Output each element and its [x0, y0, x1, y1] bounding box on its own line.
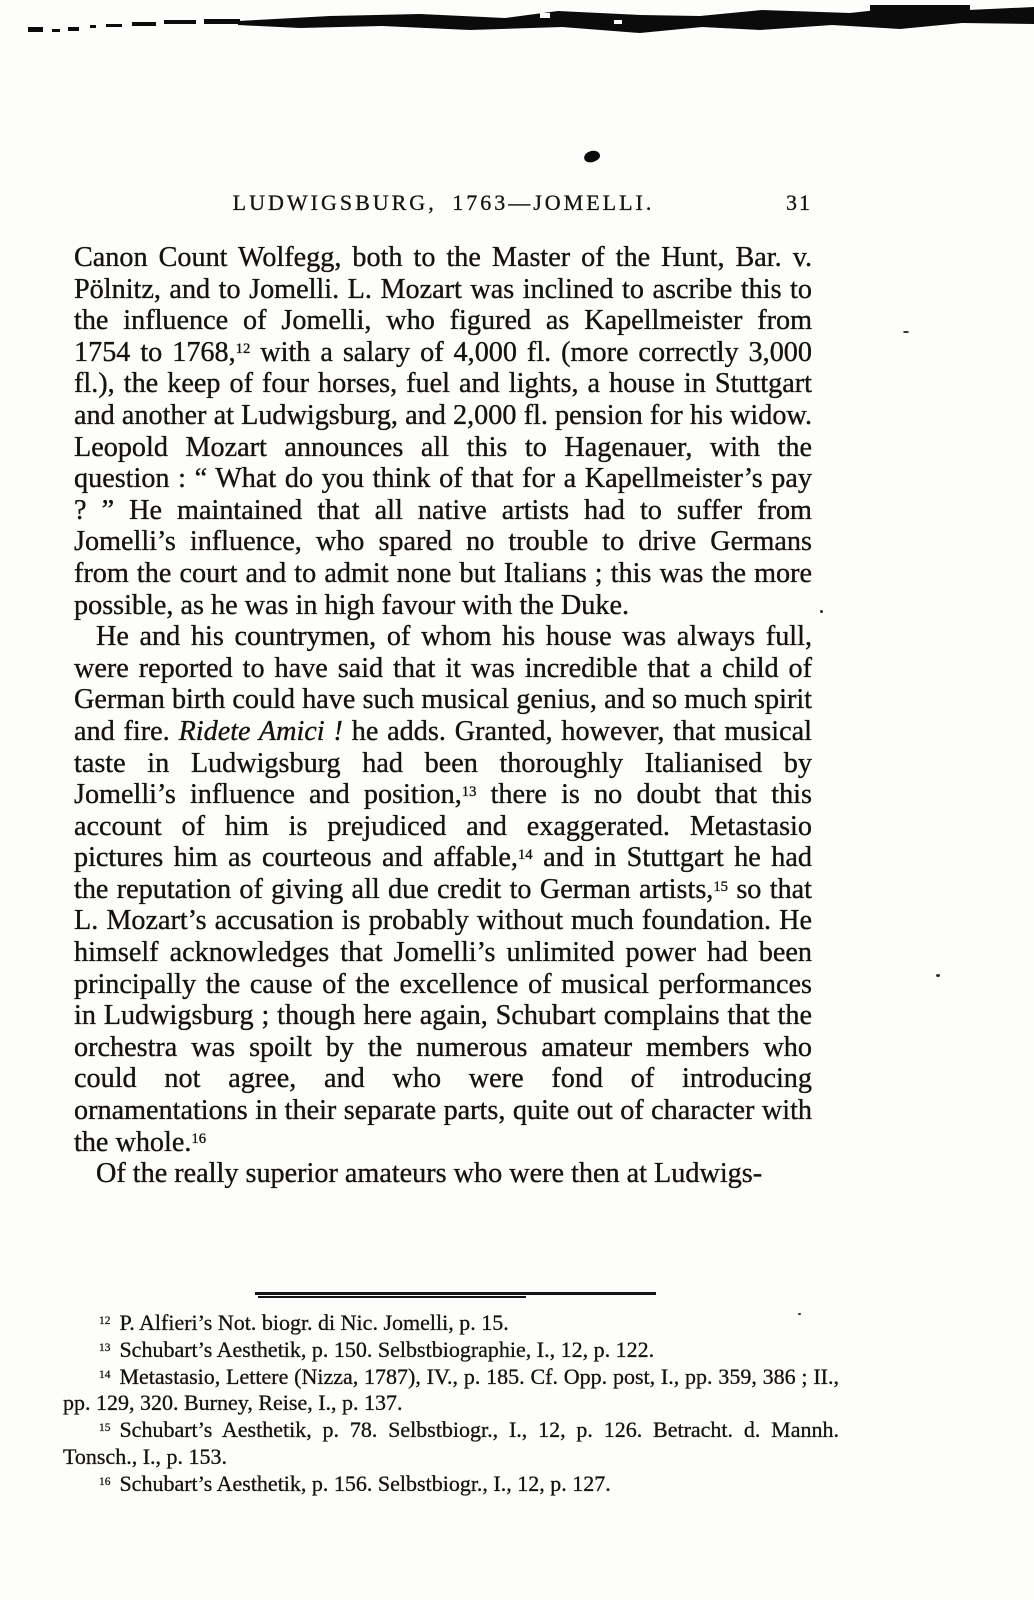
- footnote-marker: 14: [99, 1368, 111, 1381]
- text-run: he adds. Granted, however, that musical taste in Ludwigsburg had been thoroughly Italianised by Jomelli’s influence and position,: [74, 715, 812, 811]
- italic-phrase: Ridete Amici !: [178, 715, 343, 747]
- footnote: [63, 1310, 839, 1337]
- footnote-reference: 12: [235, 341, 251, 358]
- ink-blot: [583, 149, 602, 164]
- footnote-text: Schubart’s Aesthetik, p. 150. Selbstbiographie, I., 12, p. 122.: [119, 1336, 655, 1362]
- page-header: [75, 190, 812, 216]
- footnote-marker: 15: [99, 1422, 111, 1435]
- ink-speck: [936, 974, 940, 977]
- footnote-marker: 13: [99, 1342, 111, 1355]
- footnotes: [63, 1310, 839, 1498]
- footnote-text: Metastasio, Lettere (Nizza, 1787), IV., p. 185. Cf. Opp. post, I., pp. 359, 386 ; II., pp. 129, 320. Burney, Reise, I., p. 137.: [63, 1363, 839, 1416]
- running-title: LUDWIGSBURG, 1763—JOMELLI.: [232, 190, 655, 215]
- ink-speck: [820, 610, 823, 613]
- footnote-text: Schubart’s Aesthetik, p. 156. Selbstbiogr., I., 12, p. 127.: [119, 1470, 611, 1496]
- footnote-separator-rule: [255, 1292, 656, 1295]
- footnote: [63, 1364, 839, 1418]
- footnote: [63, 1337, 839, 1364]
- paragraph: [74, 1158, 812, 1190]
- footnote: [63, 1471, 839, 1498]
- paragraph: [74, 242, 812, 621]
- paragraph: [74, 621, 812, 1158]
- footnote-marker: 12: [99, 1315, 111, 1328]
- ink-speck: [903, 331, 909, 333]
- footnote-text: P. Alfieri’s Not. biogr. di Nic. Jomelli, p. 15.: [119, 1310, 509, 1335]
- text-run: and in Stuttgart he had the reputation of giving all due credit to German artists,: [74, 842, 812, 905]
- text-run: with a salary of 4,000 fl. (more correctly 3,000 fl.), the keep of four horses, fuel and lights, a house in Stuttgart and another at Ludwigsburg, and 2,000 fl. pension for his widow. Leopold Mozart announces all this to Hagenauer, with the question : “ What do you think of that for a Kapellmeister’s pay ? ” He maintained that all native artists had to suffer from Jomelli’s influence, who spared no trouble to drive Germans from the court and to admit none but Italians ; this was the more possible, as he was in high favour with the Duke.: [74, 336, 812, 621]
- footnote-reference: 15: [713, 878, 728, 895]
- footnote-reference: 16: [191, 1131, 207, 1148]
- footnote-reference: 13: [461, 783, 477, 800]
- body-text: [74, 242, 812, 1190]
- footnote-text: Schubart’s Aesthetik, p. 78. Selbstbiogr., I., 12, p. 126. Betracht. d. Mannh. Tonsch., I., p. 153.: [63, 1417, 839, 1469]
- text-run: so that L. Mozart’s accusation is probably without much foundation. He himself acknowledges that Jomelli’s unlimited power had been principally the cause of the excellence of musical performances in Ludwigsburg ; though here again, Schubart complains that the orchestra was spoilt by the numerous amateur members who could not agree, and who were fond of introducing ornamentations in their separate parts, quite out of character with the whole.: [74, 873, 812, 1158]
- footnote: [63, 1417, 839, 1471]
- footnote-marker: 16: [99, 1476, 111, 1489]
- scan-artifact-top: [0, 0, 1034, 52]
- footnote-reference: 14: [517, 846, 533, 863]
- page-number: 31: [786, 190, 812, 215]
- text-run: He and his countrymen, of whom his house was always full, were reported to have said that it was incredible that a child of German birth could have such musical genius, and so much spirit and fire.: [74, 621, 812, 747]
- ink-speck: [798, 1313, 801, 1315]
- text-run: there is no doubt that this account of him is prejudiced and exaggerated. Metastasio pictures him as courteous and affable,: [74, 779, 812, 874]
- text-run: Canon Count Wolfegg, both to the Master of the Hunt, Bar. v. Pölnitz, and to Jomelli. L. Mozart was inclined to ascribe this to the influence of Jomelli, who figured as Kapellmeister from 1754 to 1768,: [74, 242, 812, 368]
- text-run: Of the really superior amateurs who were then at Ludwigs-: [96, 1158, 763, 1190]
